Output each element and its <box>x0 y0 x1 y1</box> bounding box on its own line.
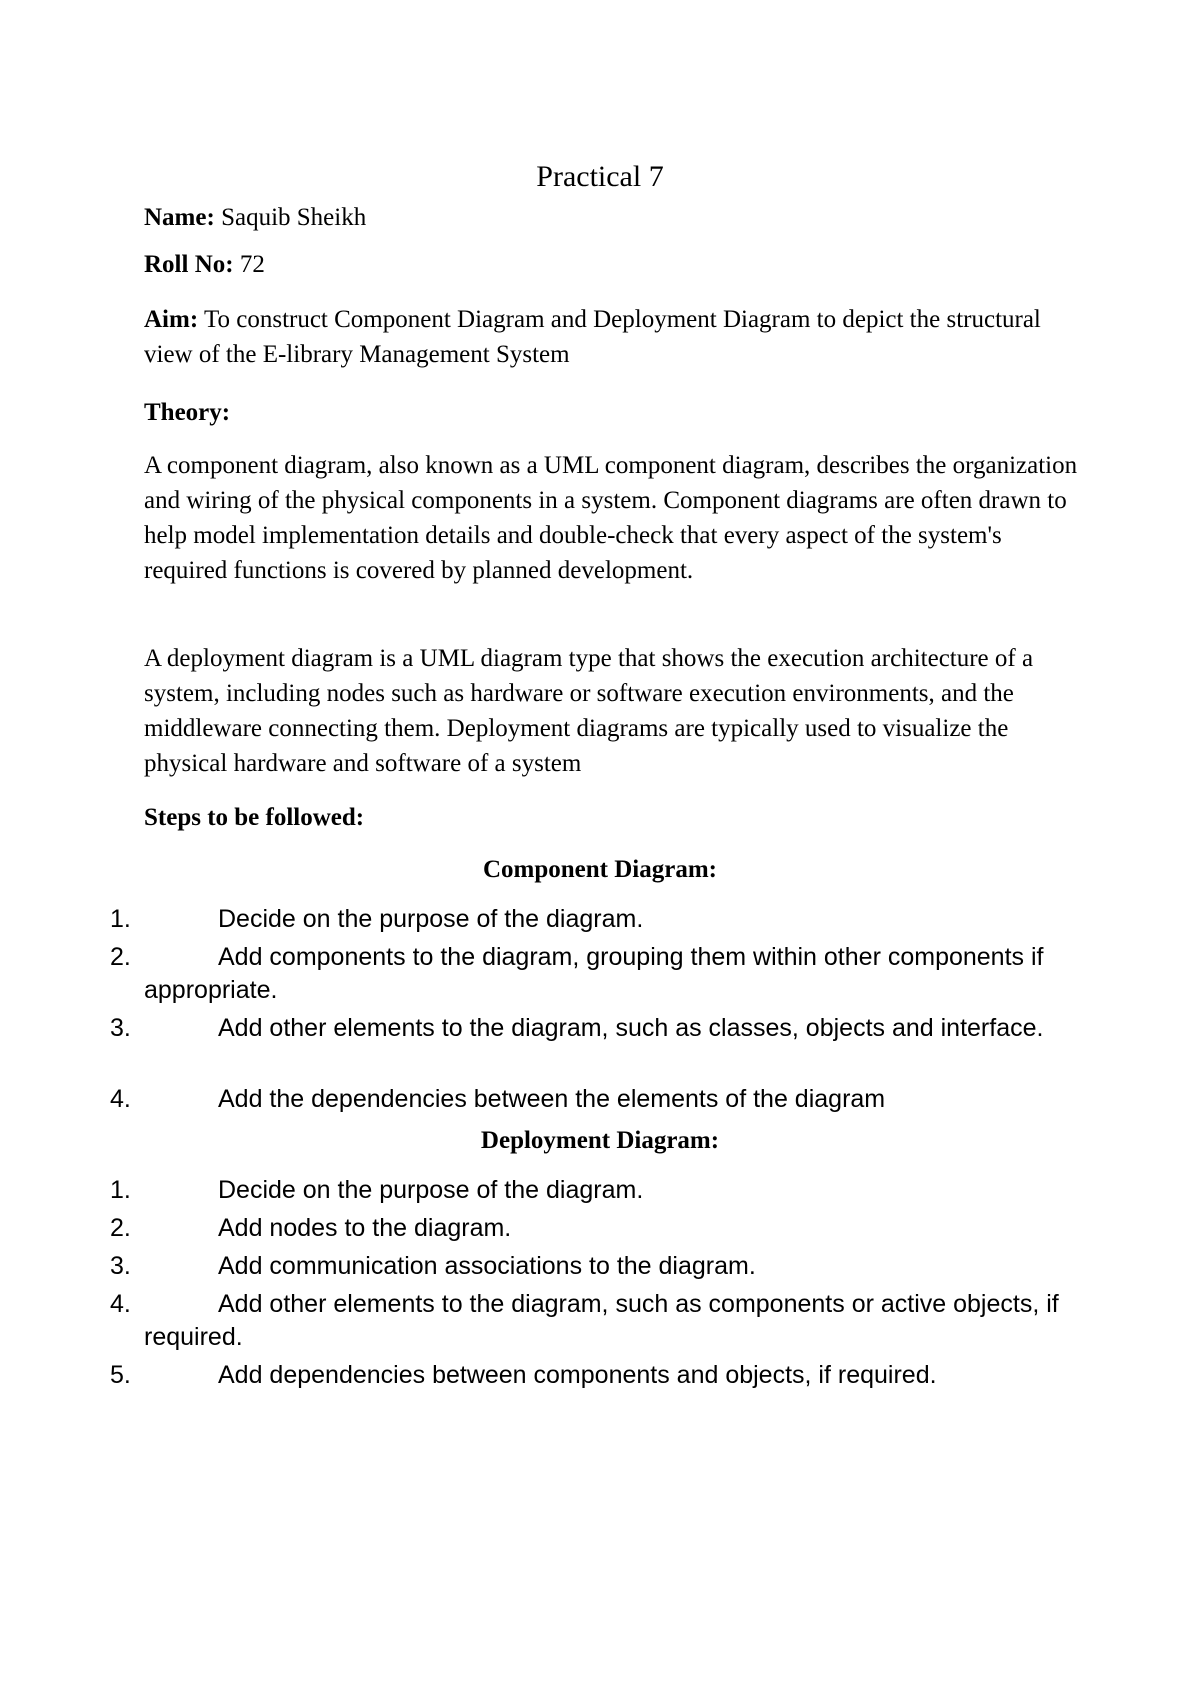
step-text: Add dependencies between components and objects, if required. <box>218 1361 937 1389</box>
step-number: 5. <box>110 1361 131 1389</box>
deployment-step <box>110 1359 1074 1392</box>
component-step <box>110 903 1074 936</box>
step-number: 3. <box>110 1014 131 1042</box>
step-number: 1. <box>110 905 131 933</box>
aim-text: To construct Component Diagram and Deployment Diagram to depict the structural view of the E-library Management System <box>144 306 1041 368</box>
component-step <box>110 1083 1074 1116</box>
deployment-step <box>110 1212 1074 1245</box>
name-line <box>144 200 1084 235</box>
aim-label: Aim: <box>144 306 199 333</box>
step-number: 2. <box>110 943 131 971</box>
deployment-step <box>110 1288 1074 1354</box>
step-text: Add components to the diagram, grouping them within other components if appropriate. <box>144 943 1044 1004</box>
step-text: Add other elements to the diagram, such as classes, objects and interface. <box>218 1014 1044 1042</box>
steps-heading: Steps to be followed: <box>144 804 365 831</box>
step-text: Decide on the purpose of the diagram. <box>218 905 644 933</box>
roll-value: 72 <box>239 251 265 278</box>
aim-paragraph <box>144 302 1084 372</box>
step-number: 3. <box>110 1252 131 1280</box>
roll-label: Roll No: <box>144 251 234 278</box>
step-text: Add communication associations to the diagram. <box>218 1252 756 1280</box>
component-step <box>110 941 1074 1007</box>
step-text: Add the dependencies between the elements of the diagram <box>218 1085 886 1113</box>
deployment-step <box>110 1174 1074 1207</box>
page-title: Practical 7 <box>536 160 664 193</box>
theory-paragraph-1: A component diagram, also known as a UML component diagram, describes the organization and wiring of the physical components in a system. Component diagrams are often drawn to help model implementation details and double-check that every aspect of the system's required functions is covered by planned development. <box>144 452 1078 584</box>
step-number: 2. <box>110 1214 131 1242</box>
deployment-step <box>110 1250 1074 1283</box>
step-number: 4. <box>110 1085 131 1113</box>
roll-line <box>144 247 1084 282</box>
name-label: Name: <box>144 204 215 231</box>
step-number: 4. <box>110 1290 131 1318</box>
step-text: Add nodes to the diagram. <box>218 1214 512 1242</box>
theory-heading: Theory: <box>144 399 231 426</box>
component-diagram-heading: Component Diagram: <box>482 856 717 883</box>
theory-paragraph-2: A deployment diagram is a UML diagram type that shows the execution architecture of a system, including nodes such as hardware or software execution environments, and the middleware connecting them. Deployment diagrams are typically used to visualize the physical hardware and software of a system <box>144 645 1034 777</box>
name-value: Saquib Sheikh <box>221 204 367 231</box>
component-step <box>110 1012 1074 1045</box>
step-text: Decide on the purpose of the diagram. <box>218 1176 644 1204</box>
deployment-diagram-heading: Deployment Diagram: <box>480 1127 720 1154</box>
step-number: 1. <box>110 1176 131 1204</box>
step-text: Add other elements to the diagram, such as components or active objects, if required. <box>144 1290 1059 1351</box>
